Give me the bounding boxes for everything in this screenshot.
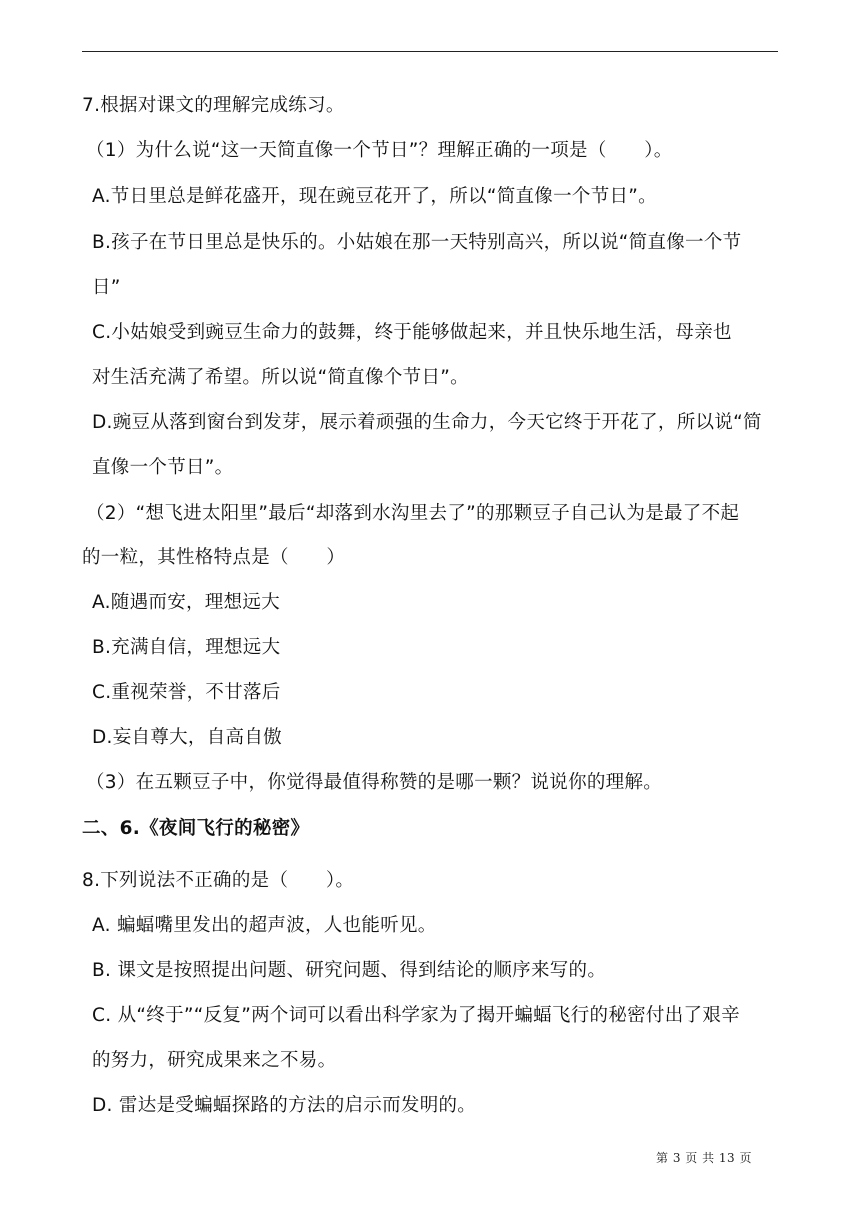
q7-sub2-question-line1: （2）“想飞进太阳里”最后“却落到水沟里去了”的那颗豆子自己认为是最了不起	[86, 503, 740, 524]
q7-sub2-option-c: C.重视荣誉，不甘落后	[92, 682, 281, 703]
section-heading: 二、6.《夜间飞行的秘密》	[82, 818, 310, 839]
q7-title: 7.根据对课文的理解完成练习。	[82, 95, 345, 116]
q7-sub1-option-b-cont: 日”	[92, 277, 121, 298]
q7-sub1-option-c-cont: 对生活充满了希望。所以说“简直像个节日”。	[92, 367, 469, 388]
header-rule	[82, 51, 778, 52]
q8-option-c-cont: 的努力，研究成果来之不易。	[92, 1050, 337, 1071]
q8-option-d: D. 雷达是受蝙蝠探路的方法的启示而发明的。	[92, 1095, 477, 1116]
q8-option-a: A. 蝙蝠嘴里发出的超声波，人也能听见。	[92, 915, 437, 936]
q8-question: 8.下列说法不正确的是（ ）。	[82, 870, 355, 891]
q8-option-c: C. 从“终于”“反复”两个词可以看出科学家为了揭开蝙蝠飞行的秘密付出了艰辛	[92, 1005, 740, 1026]
q7-sub1-option-d: D.豌豆从落到窗台到发芽，展示着顽强的生命力，今天它终于开花了，所以说“简	[92, 412, 762, 433]
q7-sub1-option-b: B.孩子在节日里总是快乐的。小姑娘在那一天特别高兴，所以说“简直像一个节	[92, 232, 742, 253]
q7-sub3-question: （3）在五颗豆子中，你觉得最值得称赞的是哪一颗？说说你的理解。	[86, 772, 663, 793]
q7-sub1-option-c: C.小姑娘受到豌豆生命力的鼓舞，终于能够做起来，并且快乐地生活，母亲也	[92, 322, 732, 343]
q7-sub2-option-b: B.充满自信，理想远大	[92, 637, 281, 658]
q7-sub2-option-d: D.妄自尊大，自高自傲	[92, 727, 282, 748]
q7-sub1-option-a: A.节日里总是鲜花盛开，现在豌豆花开了，所以“简直像一个节日”。	[92, 186, 657, 207]
q8-option-b: B. 课文是按照提出问题、研究问题、得到结论的顺序来写的。	[92, 960, 607, 981]
q7-sub1-question: （1）为什么说“这一天简直像一个节日”？理解正确的一项是（ ）。	[86, 140, 673, 161]
page-number: 第 3 页 共 13 页	[656, 1151, 752, 1165]
q7-sub2-question-line2: 的一粒，其性格特点是（ ）	[82, 547, 346, 568]
q7-sub2-option-a: A.随遇而安，理想远大	[92, 592, 281, 613]
q7-sub1-option-d-cont: 直像一个节日”。	[92, 457, 234, 478]
